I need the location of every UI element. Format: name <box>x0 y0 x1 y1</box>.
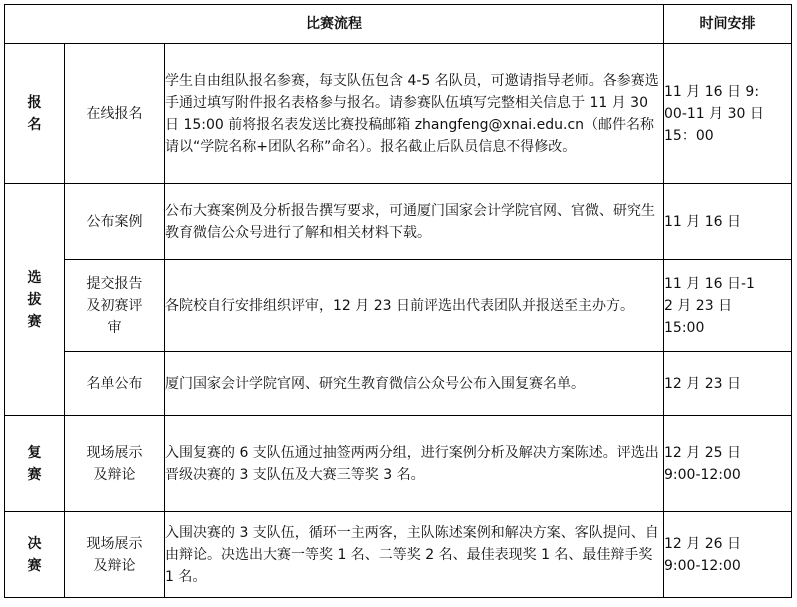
step-time: 11 月 16 日 9: 00-11 月 30 日 15：00 <box>664 44 792 184</box>
stage-final: 决 赛 <box>5 512 65 598</box>
table-row <box>5 512 792 598</box>
step-time: 11 月 16 日 <box>664 184 792 260</box>
step-time: 12 月 23 日 <box>664 352 792 416</box>
step-time: 12 月 25 日 9:00-12:00 <box>664 416 792 512</box>
step-description: 各院校自行安排组织评审，12 月 23 日前评选出代表团队并报送至主办方。 <box>165 260 664 352</box>
step-description: 入围复赛的 6 支队伍通过抽签两两分组，进行案例分析及解决方案陈述。评选出晋级决赛的 3 支队伍及大赛三等奖 3 名。 <box>165 416 664 512</box>
step-description: 学生自由组队报名参赛，每支队伍包含 4-5 名队员，可邀请指导老师。各参赛选手通过填写附件报名表格参与报名。请参赛队伍填写完整相关信息于 11 月 30 日 15:00 前将报名表发送比赛投稿邮箱 zhangfeng@xnai.edu.cn（邮件名称请以“学院名称+团队名称”命名）。报名截止后队员信息不得修改。 <box>165 44 664 184</box>
step-description: 厦门国家会计学院官网、研究生教育微信公众号公布入围复赛名单。 <box>165 352 664 416</box>
stage-selection: 选 拔 赛 <box>5 184 65 416</box>
table-row <box>5 260 792 352</box>
stage-registration: 报 名 <box>5 44 65 184</box>
header-time: 时间安排 <box>664 5 792 44</box>
step-description: 入围决赛的 3 支队伍，循环一主两客，主队陈述案例和解决方案、客队提问、自由辩论。决选出大赛一等奖 1 名、二等奖 2 名、最佳表现奖 1 名、最佳辩手奖 1 名。 <box>165 512 664 598</box>
table-row <box>5 352 792 416</box>
table-row <box>5 416 792 512</box>
step-onsite-presentation: 现场展示 及辩论 <box>65 416 165 512</box>
step-time: 12 月 26 日 9:00-12:00 <box>664 512 792 598</box>
table-header-row <box>5 5 792 44</box>
step-online-registration: 在线报名 <box>65 44 165 184</box>
step-description: 公布大赛案例及分析报告撰写要求，可通厦门国家会计学院官网、官微、研究生教育微信公众号进行了解和相关材料下载。 <box>165 184 664 260</box>
table-row <box>5 44 792 184</box>
step-time: 11 月 16 日-1 2 月 23 日 15:00 <box>664 260 792 352</box>
step-list-announcement: 名单公布 <box>65 352 165 416</box>
competition-schedule-table <box>4 4 792 598</box>
stage-semifinal: 复 赛 <box>5 416 65 512</box>
step-onsite-presentation: 现场展示 及辩论 <box>65 512 165 598</box>
header-process: 比赛流程 <box>5 5 664 44</box>
table-row <box>5 184 792 260</box>
step-publish-case: 公布案例 <box>65 184 165 260</box>
step-submit-report: 提交报告 及初赛评 审 <box>65 260 165 352</box>
